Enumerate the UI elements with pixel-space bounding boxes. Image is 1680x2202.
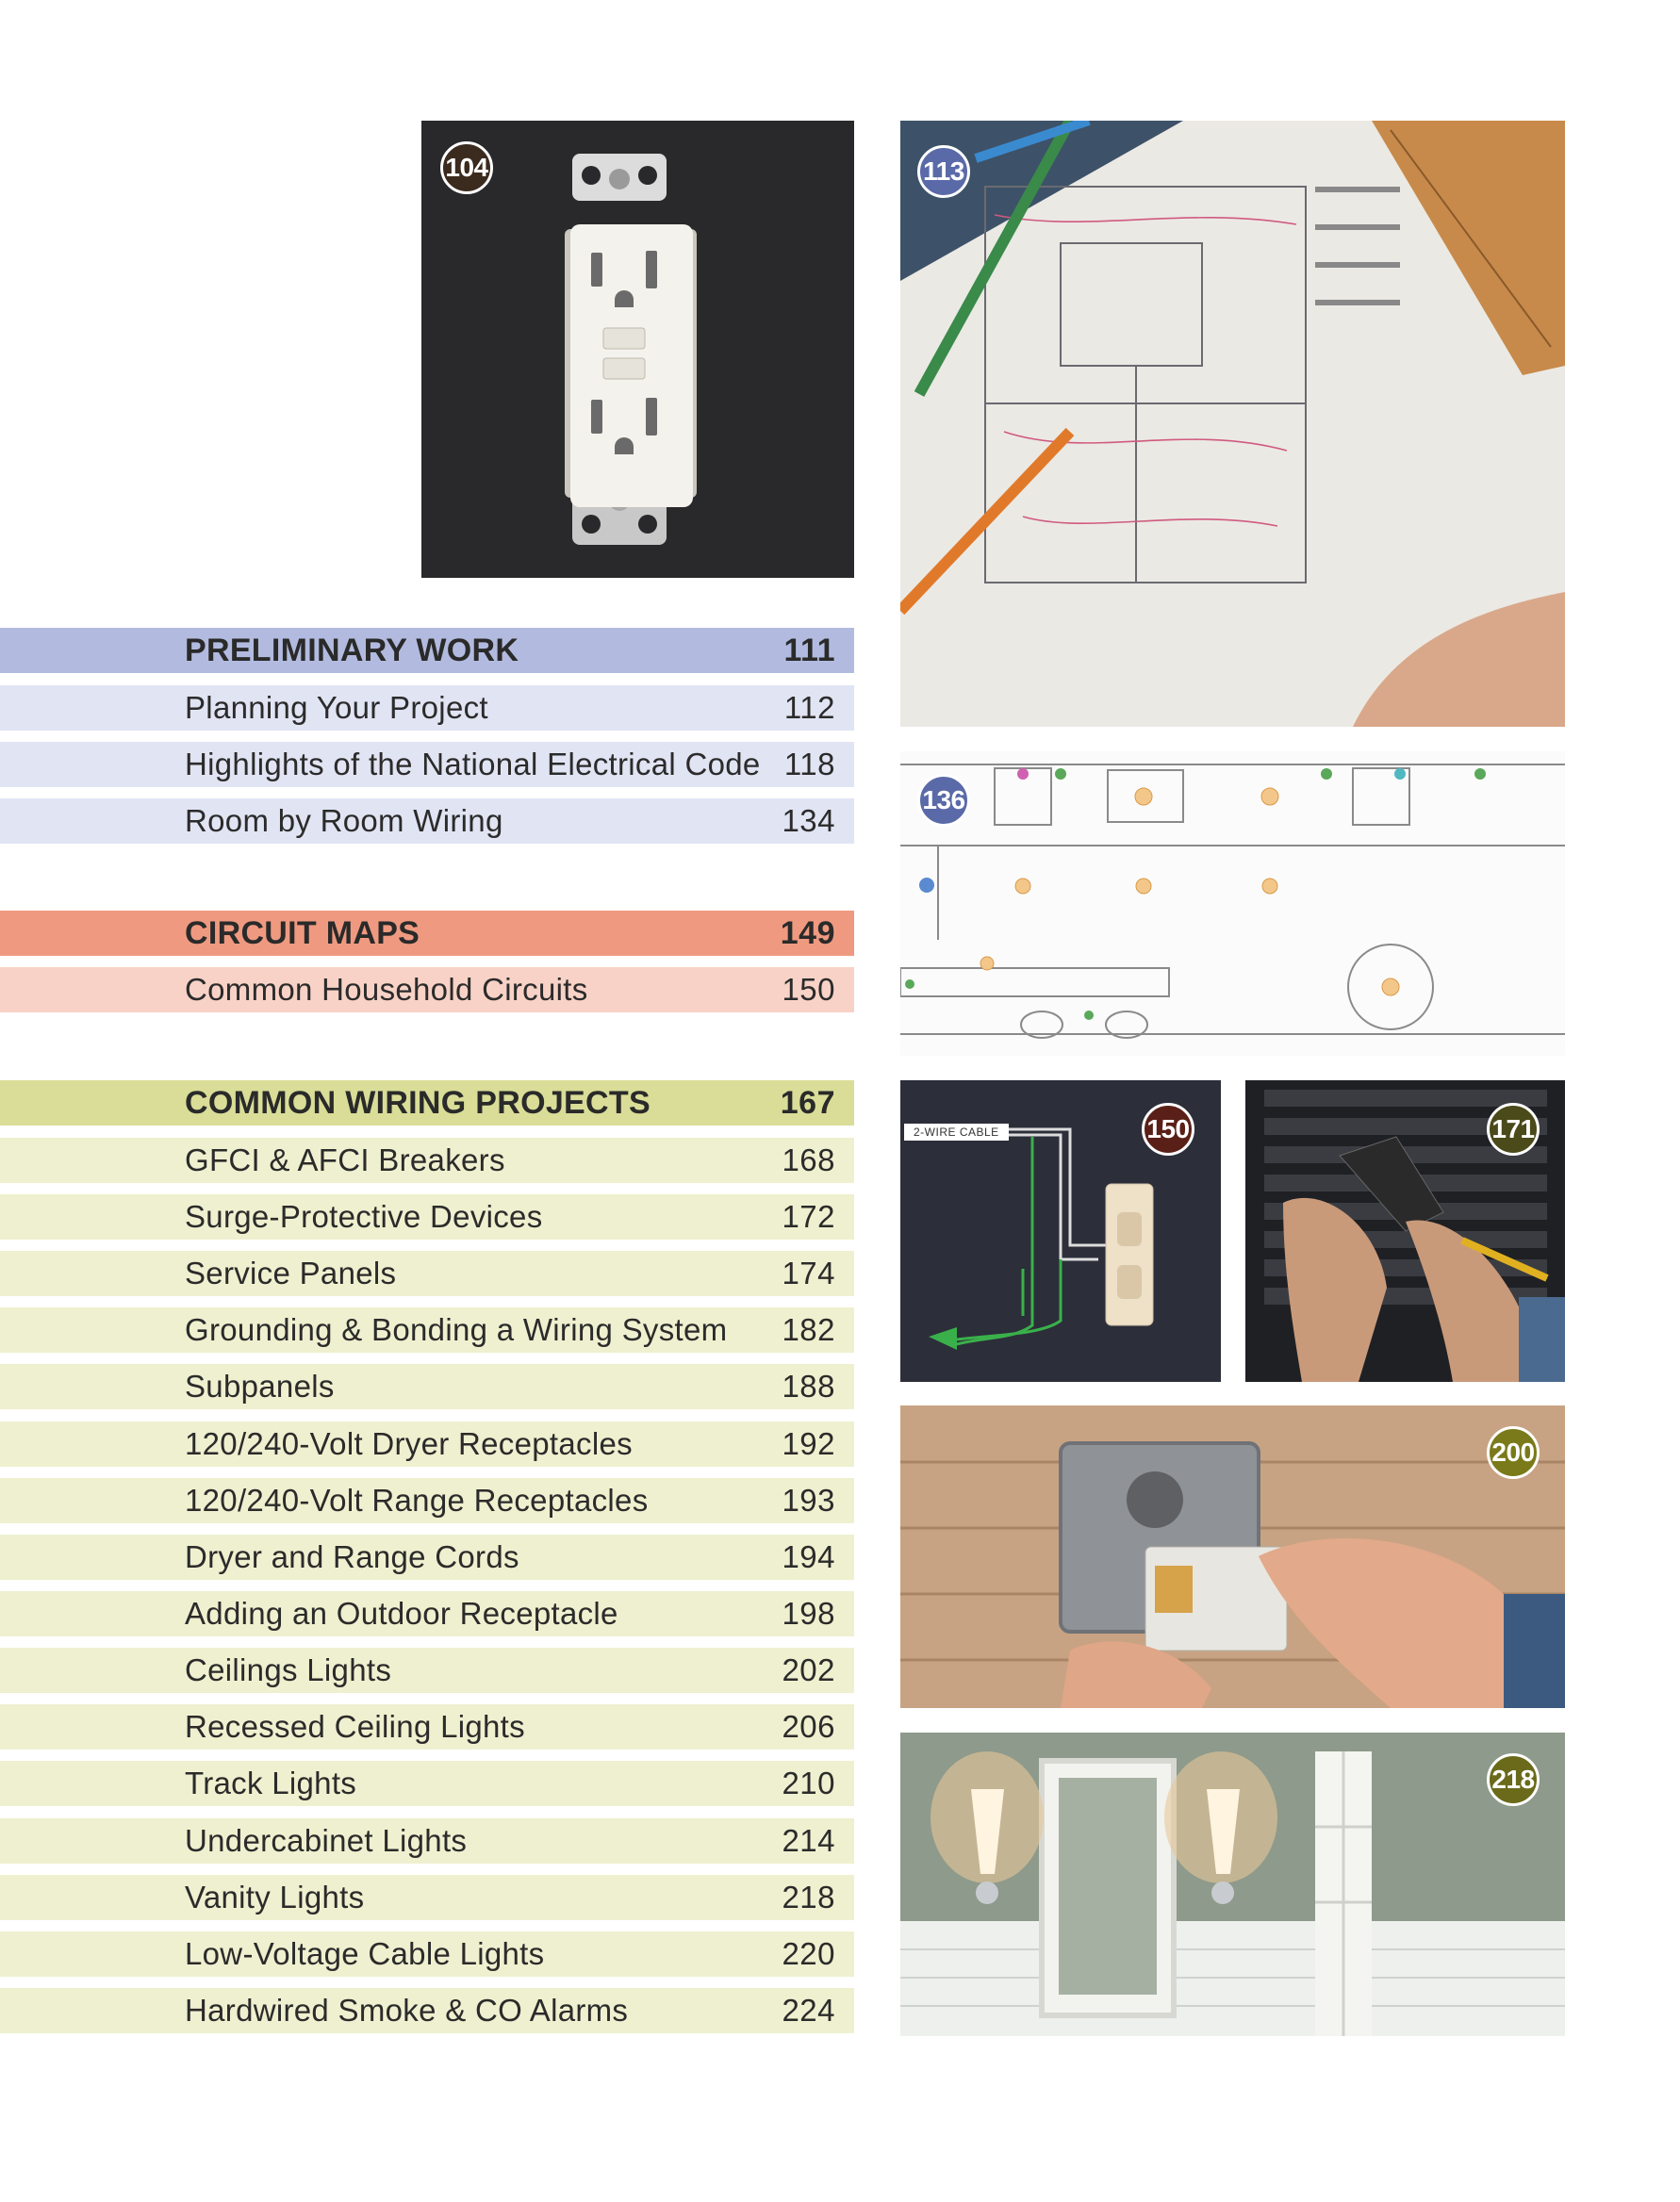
- toc-item-label: Ceilings Lights: [185, 1652, 392, 1687]
- toc-item-page: 202: [782, 1652, 835, 1687]
- toc-item-page: 118: [783, 747, 835, 781]
- badge-number: 113: [923, 156, 964, 186]
- toc-item-label: Vanity Lights: [185, 1880, 365, 1914]
- toc-section-common-wiring-projects[interactable]: [0, 1080, 854, 1126]
- toc-item-page: 220: [782, 1936, 835, 1971]
- toc-item-page: 134: [782, 803, 835, 838]
- toc-item[interactable]: [0, 1931, 854, 1977]
- toc-item-label: Room by Room Wiring: [185, 803, 503, 838]
- toc-item-label: Service Panels: [185, 1256, 397, 1290]
- section-title: COMMON WIRING PROJECTS: [185, 1084, 651, 1121]
- badge-number: 104: [445, 153, 488, 182]
- toc-item[interactable]: [0, 742, 854, 787]
- section-page: 149: [780, 914, 835, 951]
- receptacle-illustration: [421, 121, 854, 578]
- blueprint-illustration: [900, 121, 1565, 727]
- toc-item-page: 214: [782, 1823, 835, 1858]
- floorplan-illustration[interactable]: [900, 751, 1565, 1056]
- toc-item-page: 193: [782, 1483, 835, 1518]
- toc-item-label: Low-Voltage Cable Lights: [185, 1936, 545, 1971]
- toc-item-page: 172: [782, 1199, 835, 1234]
- toc-item-page: 188: [782, 1369, 835, 1404]
- toc-item-label: Recessed Ceiling Lights: [185, 1709, 525, 1744]
- toc-item-page: 112: [783, 690, 835, 725]
- section-page: 111: [783, 632, 835, 668]
- toc-item[interactable]: [0, 1478, 854, 1523]
- toc-item-page: 198: [782, 1596, 835, 1631]
- toc-item[interactable]: [0, 1818, 854, 1864]
- toc-item-page: 192: [782, 1426, 835, 1461]
- badge-number: 218: [1491, 1765, 1535, 1794]
- section-title: PRELIMINARY WORK: [185, 632, 519, 668]
- toc-item-label: Hardwired Smoke & CO Alarms: [185, 1993, 629, 2028]
- toc-item-label: Highlights of the National Electrical Code: [185, 747, 761, 781]
- toc-item-label: Surge-Protective Devices: [185, 1199, 543, 1234]
- toc-item[interactable]: [0, 1988, 854, 2033]
- toc-item[interactable]: [0, 967, 854, 1012]
- toc-item[interactable]: [0, 1761, 854, 1806]
- wiring-diagram[interactable]: [900, 1080, 1221, 1382]
- toc-item-label: Subpanels: [185, 1369, 335, 1404]
- cable-label: 2-WIRE CABLE: [904, 1124, 1009, 1141]
- blueprint-photo[interactable]: [900, 121, 1565, 727]
- outdoor-receptacle-photo[interactable]: [900, 1405, 1565, 1708]
- page-badge: [1142, 1103, 1194, 1156]
- outdoor-receptacle-illustration: [900, 1405, 1565, 1708]
- section-title: CIRCUIT MAPS: [185, 914, 420, 951]
- toc-item-label: 120/240-Volt Range Receptacles: [185, 1483, 649, 1518]
- toc-item-label: Dryer and Range Cords: [185, 1539, 519, 1574]
- toc-item[interactable]: [0, 1307, 854, 1353]
- vanity-lights-illustration: [900, 1733, 1565, 2036]
- toc-item-page: 218: [782, 1880, 835, 1914]
- toc-item-page: 150: [782, 972, 835, 1007]
- service-panel-photo[interactable]: [1245, 1080, 1565, 1382]
- page-badge: [917, 774, 970, 827]
- toc-item[interactable]: [0, 1194, 854, 1240]
- toc-item-page: 182: [782, 1312, 835, 1347]
- toc-item-label: 120/240-Volt Dryer Receptacles: [185, 1426, 633, 1461]
- toc-item-label: Adding an Outdoor Receptacle: [185, 1596, 618, 1631]
- toc-item-label: Common Household Circuits: [185, 972, 588, 1007]
- toc-item-label: Grounding & Bonding a Wiring System: [185, 1312, 728, 1347]
- toc-item-page: 168: [782, 1142, 835, 1177]
- badge-number: 200: [1491, 1438, 1535, 1467]
- toc-section-circuit-maps[interactable]: [0, 911, 854, 956]
- page-badge: [440, 141, 493, 194]
- badge-number: 136: [922, 785, 965, 814]
- toc-item[interactable]: [0, 1704, 854, 1750]
- page-badge: [1487, 1753, 1540, 1806]
- toc-item[interactable]: [0, 1535, 854, 1580]
- toc-item-page: 224: [782, 1993, 835, 2028]
- toc-item[interactable]: [0, 798, 854, 844]
- toc-item[interactable]: [0, 1875, 854, 1920]
- toc-item-page: 174: [782, 1256, 835, 1290]
- toc-item-page: 210: [782, 1766, 835, 1800]
- section-page: 167: [780, 1084, 835, 1121]
- toc-item[interactable]: [0, 685, 854, 731]
- toc-item-page: 206: [782, 1709, 835, 1744]
- toc-item-label: Undercabinet Lights: [185, 1823, 468, 1858]
- floorplan-drawing: [900, 751, 1565, 1056]
- badge-number: 171: [1491, 1114, 1535, 1143]
- toc-item[interactable]: [0, 1364, 854, 1409]
- page-badge: [1487, 1426, 1540, 1479]
- toc-item-page: 194: [782, 1539, 835, 1574]
- toc-item-label: Track Lights: [185, 1766, 357, 1800]
- page-badge: [1487, 1103, 1540, 1156]
- toc-section-preliminary-work[interactable]: [0, 628, 854, 673]
- page-badge: [917, 145, 970, 198]
- toc-item[interactable]: [0, 1138, 854, 1183]
- gfci-receptacle-photo[interactable]: [421, 121, 854, 578]
- toc-item-label: GFCI & AFCI Breakers: [185, 1142, 505, 1177]
- toc-item[interactable]: [0, 1591, 854, 1636]
- badge-number: 150: [1146, 1114, 1190, 1143]
- vanity-lights-photo[interactable]: [900, 1733, 1565, 2036]
- toc-item-label: Planning Your Project: [185, 690, 488, 725]
- toc-item[interactable]: [0, 1421, 854, 1467]
- toc-item[interactable]: [0, 1251, 854, 1296]
- toc-item[interactable]: [0, 1648, 854, 1693]
